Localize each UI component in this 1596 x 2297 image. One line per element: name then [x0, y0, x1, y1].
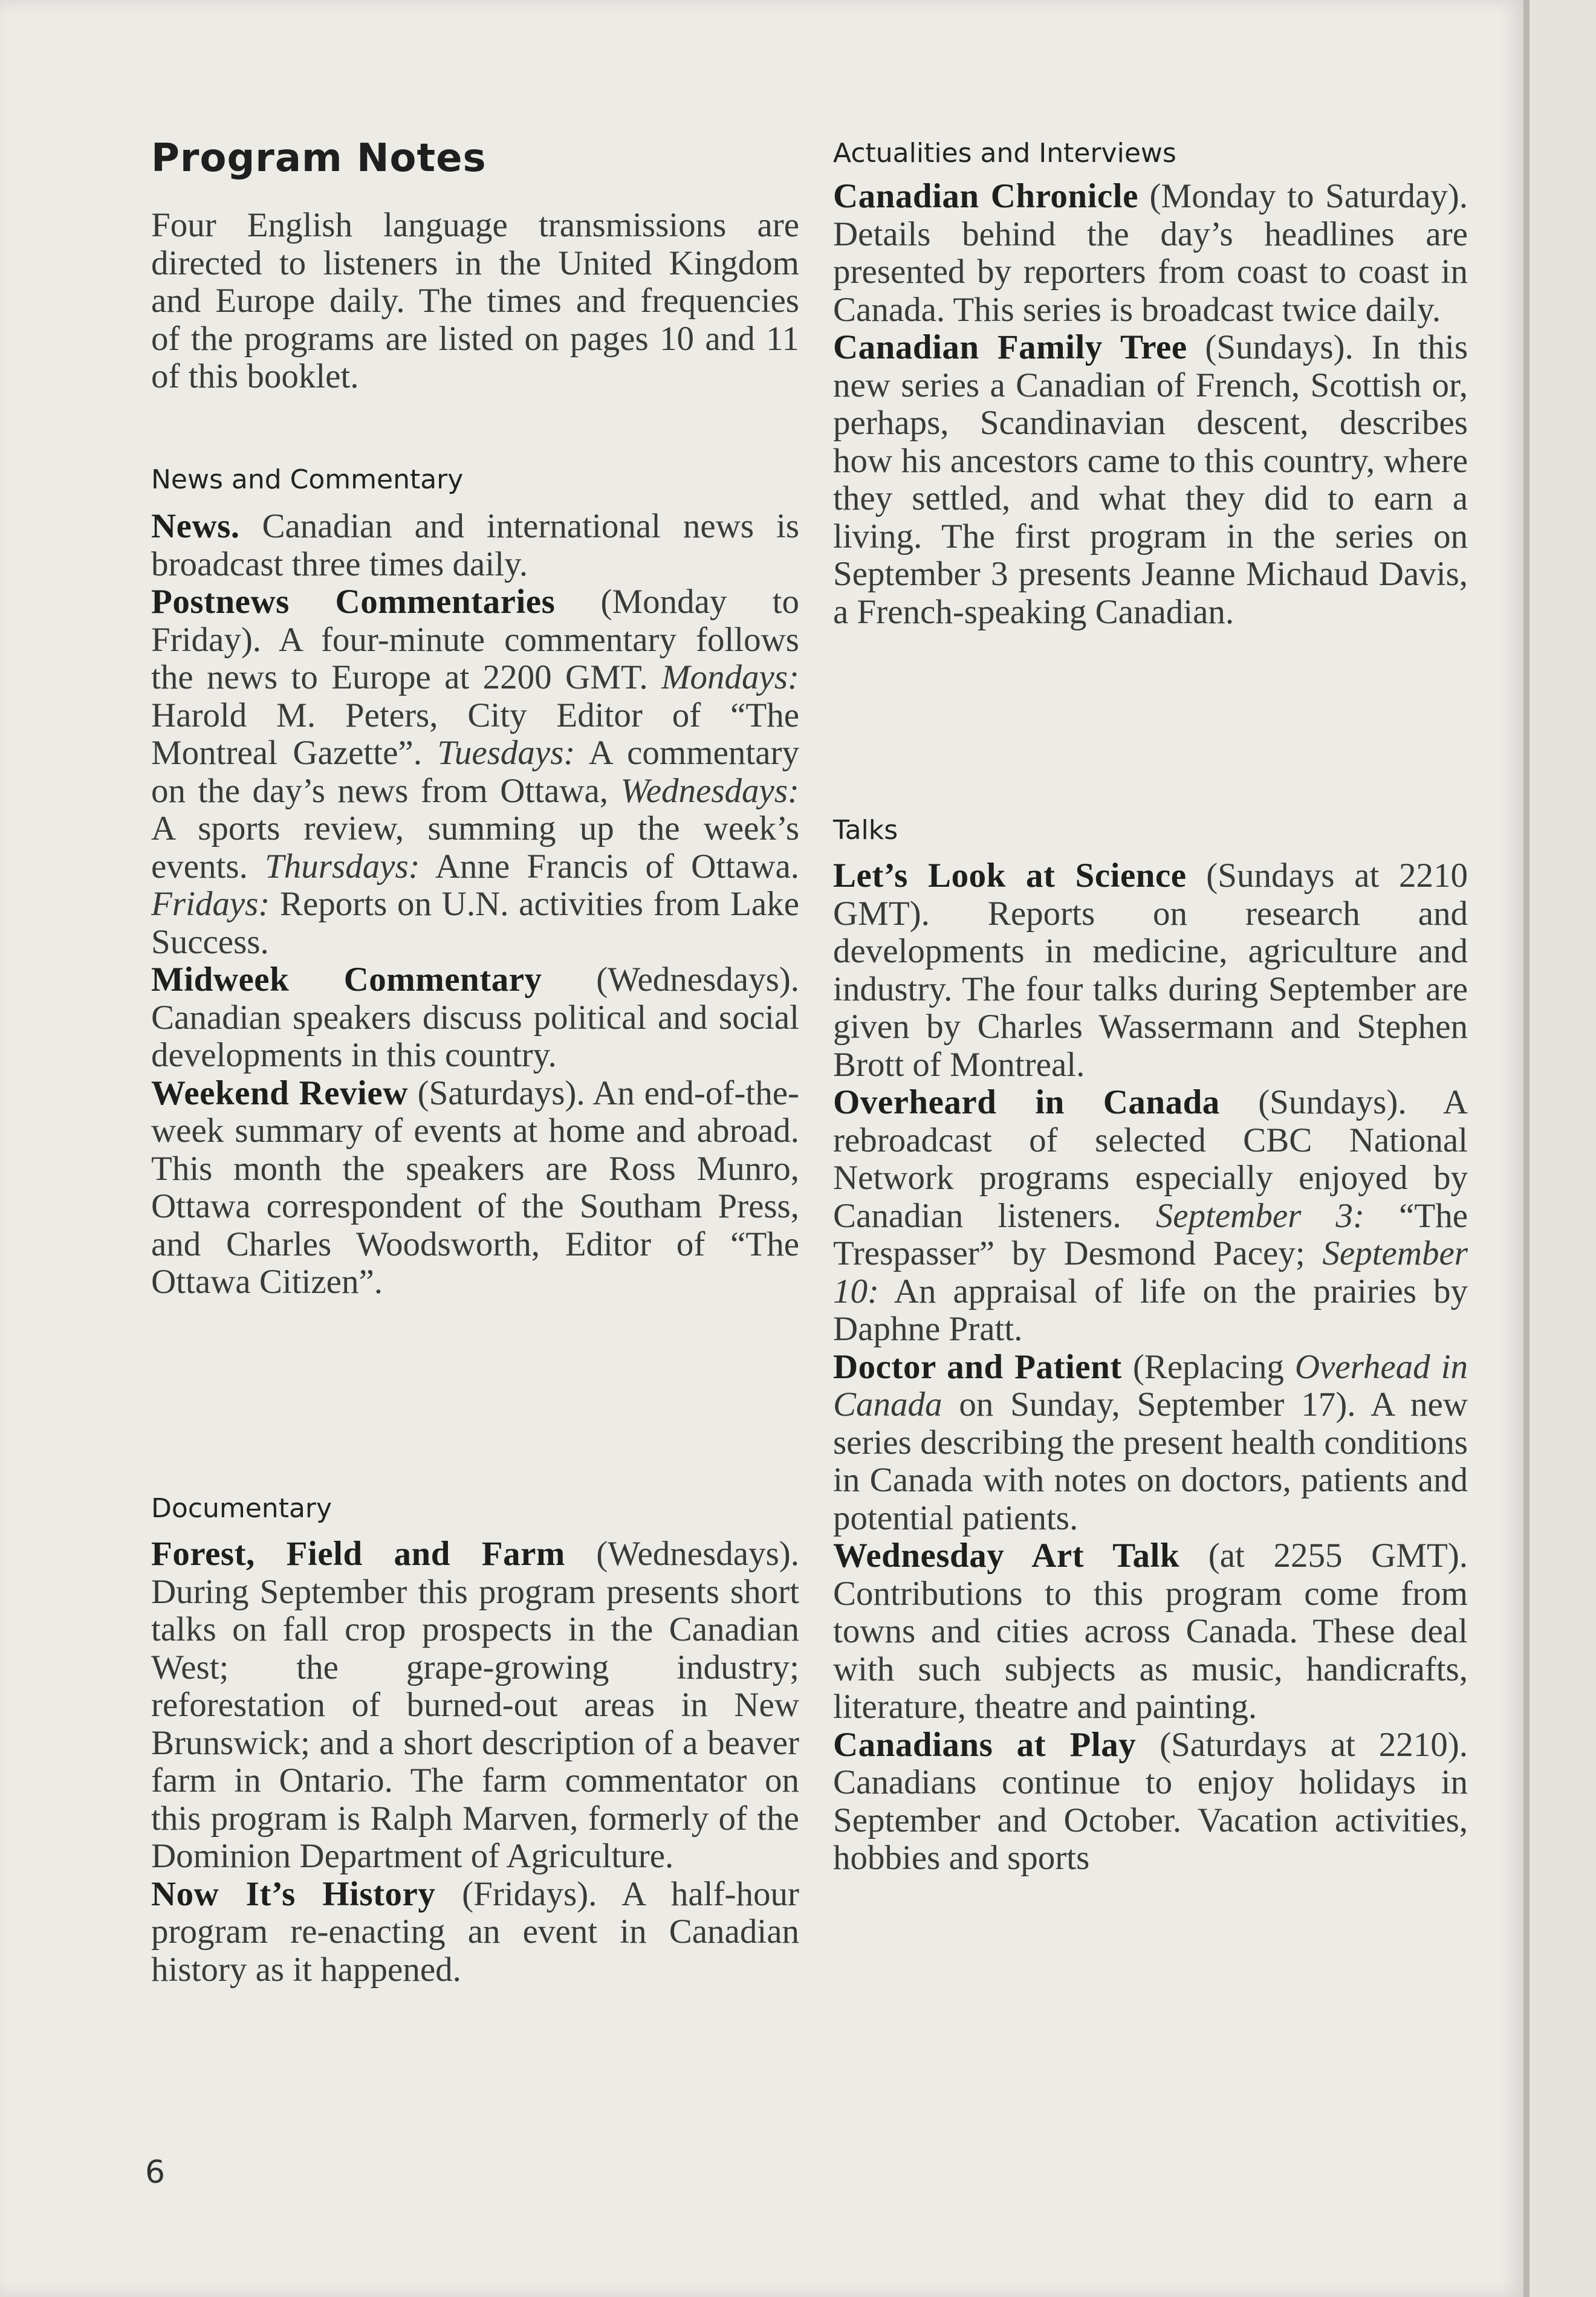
entry-text: A commentary on the day’s news from Ottawa, — [151, 734, 799, 810]
entry-title: Weekend Review — [151, 1074, 408, 1112]
entry-forest-field-farm — [151, 1535, 799, 1876]
entry-canadians-at-play — [833, 1726, 1468, 1877]
booklet-spine — [1523, 0, 1529, 2297]
entry-title: Forest, Field and Farm — [151, 1535, 565, 1573]
entry-title: Let’s Look at Science — [833, 857, 1187, 895]
entry-text: An appraisal of life on the prairies by Daphne Pratt. — [833, 1272, 1468, 1348]
entry-text: Anne Francis of Ottawa. — [420, 847, 800, 886]
entry-text: (Replacing — [1121, 1347, 1295, 1386]
entry-postnews-commentaries — [151, 583, 799, 961]
entry-title: Wednesday Art Talk — [833, 1537, 1180, 1575]
entry-lets-look-at-science — [833, 857, 1468, 1084]
entry-program-ref: Overhead in Canada — [833, 1347, 1468, 1424]
entry-text: (Monday to Saturday). Details behind the day’s headlines are presented by reporters from coast to coast in Canada. This series is broadcast twice daily. — [833, 177, 1468, 329]
entry-overheard-in-canada — [833, 1084, 1468, 1349]
facing-page-edge — [1529, 0, 1596, 2297]
entry-text: (Saturdays at 2210). Canadians continue to enjoy holidays in September and October. Vacation activities, hobbies and sports — [833, 1725, 1468, 1877]
intro-paragraph: Four English language transmissions are directed to listeners in the United Kingdom and Europe daily. The times and frequencies of the programs are listed on pages 10 and 11 of this booklet. — [151, 206, 799, 395]
entry-title: Now It’s History — [151, 1874, 436, 1913]
entry-title: Canadian Chronicle — [833, 177, 1138, 215]
entry-canadian-family-tree — [833, 329, 1468, 631]
entry-day-label: Fridays: — [151, 885, 270, 923]
entry-title: Overheard in Canada — [833, 1083, 1220, 1121]
entry-title: Midweek Commentary — [151, 961, 542, 999]
entry-day-label: Mondays: — [661, 658, 799, 696]
entry-text: (Wednesdays). During September this program presents short talks on fall crop prospects in the Canadian West; the grape-growing industry; reforestation of burned-out areas in New Brunswick; and a short description of a beaver farm in Ontario. The farm commentator on this program is Ralph Marven, formerly of the Dominion Department of Agriculture. — [151, 1535, 799, 1875]
section-heading-documentary: Documentary — [151, 1493, 332, 1524]
entry-text: (Fridays). A half-hour program re-enacting an event in Canadian history as it happened. — [151, 1874, 799, 1989]
entry-title: News. — [151, 507, 240, 545]
entry-text: (Sundays). A rebroadcast of selected CBC National Network programs especially enjoyed by Canadian listeners. — [833, 1083, 1468, 1235]
entry-title: Doctor and Patient — [833, 1347, 1122, 1386]
actualities-entries — [833, 178, 1468, 631]
entry-text: Reports on U.N. activities from Lake Success. — [151, 885, 799, 961]
entry-text: on Sunday, September 17). A new series describing the present health conditions in Canada with notes on doctors, patients and potential patients. — [833, 1385, 1468, 1537]
entry-weekend-review — [151, 1075, 799, 1301]
entry-text: (Sundays). In this new series a Canadian of French, Scottish or, perhaps, Scandinavian descent, describes how his ancestors came to this country, where they settled, and what they did to earn a living. The first program in the series on September 3 presents Jeanne Michaud Davis, a French-speaking Canadian. — [833, 328, 1468, 631]
entry-news — [151, 508, 799, 583]
entry-title: Canadians at Play — [833, 1725, 1137, 1764]
documentary-entries — [151, 1535, 799, 1989]
talks-entries — [833, 857, 1468, 1877]
news-entries — [151, 508, 799, 1301]
entry-date-label: September 3: — [1155, 1196, 1364, 1235]
entry-doctor-and-patient — [833, 1349, 1468, 1538]
entry-date-label: September 10: — [833, 1234, 1468, 1310]
entry-text: Harold M. Peters, City Editor of “The Montreal Gazette”. — [151, 696, 799, 772]
entry-text: (Sundays at 2210 GMT). Reports on research and developments in medicine, agriculture and industry. The four talks during September are given by Charles Wassermann and Stephen Brott of Montreal. — [833, 857, 1468, 1084]
page-title: Program Notes — [151, 136, 487, 181]
entry-midweek-commentary — [151, 961, 799, 1075]
entry-canadian-chronicle — [833, 178, 1468, 329]
entry-text: (at 2255 GMT). Contributions to this program come from towns and cities across Canada. These deal with such subjects as music, handicrafts, literature, theatre and painting. — [833, 1537, 1468, 1726]
entry-text: Canadian and international news is broadcast three times daily. — [151, 507, 799, 583]
entry-now-its-history — [151, 1876, 799, 1989]
entry-title: Postnews Commentaries — [151, 583, 556, 621]
entry-text: “The Trespasser” by Desmond Pacey; — [833, 1196, 1468, 1272]
section-heading-talks: Talks — [833, 815, 898, 846]
entry-wednesday-art-talk — [833, 1537, 1468, 1726]
section-heading-actualities: Actualities and Interviews — [833, 138, 1176, 169]
entry-text: A sports review, summing up the week’s events. — [151, 809, 799, 886]
entry-day-label: Thursdays: — [265, 847, 420, 886]
entry-day-label: Wednesdays: — [620, 771, 799, 810]
entry-title: Canadian Family Tree — [833, 328, 1187, 366]
page-number: 6 — [145, 2154, 166, 2191]
entry-text: (Wednesdays). Canadian speakers discuss political and social developments in this country. — [151, 961, 799, 1074]
entry-text: (Monday to Friday). A four-minute commentary follows the news to Europe at 2200 GMT. — [151, 583, 799, 696]
entry-day-label: Tuesdays: — [437, 734, 576, 772]
section-heading-news: News and Commentary — [151, 464, 464, 495]
entry-text: (Saturdays). An end-of-the-week summary of events at home and abroad. This month the speakers are Ross Munro, Ottawa correspondent of the Southam Press, and Charles Woodsworth, Editor of “The Ottawa Citizen”. — [151, 1074, 799, 1301]
